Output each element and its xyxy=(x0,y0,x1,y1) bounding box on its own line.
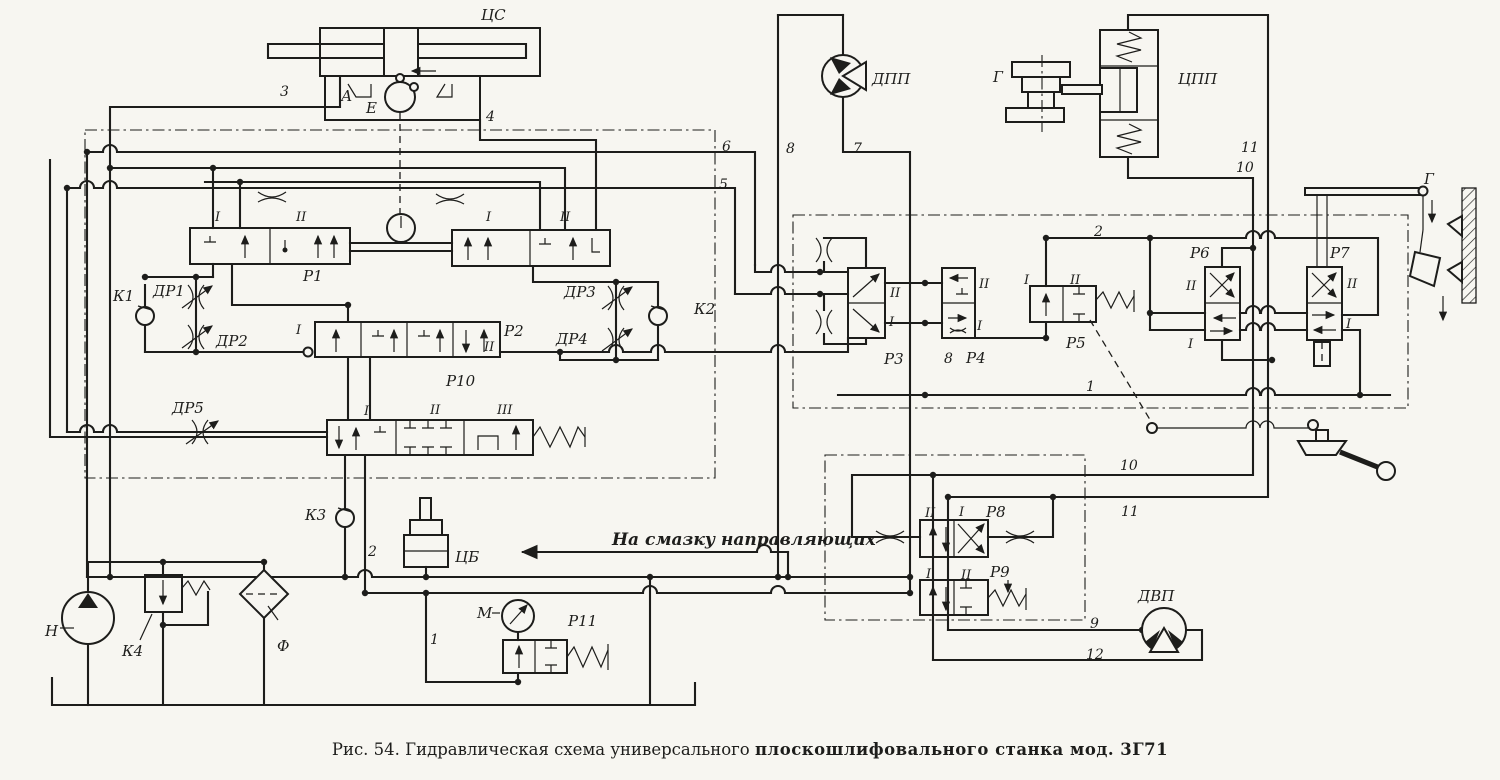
label-p8-pos2: II xyxy=(925,506,936,521)
label-8b: 8 xyxy=(944,351,953,367)
valve-p2-p10 xyxy=(304,322,501,357)
pressure-gauge-m xyxy=(492,600,534,632)
valve-p9 xyxy=(920,580,1026,615)
label-dr4: ДР4 xyxy=(556,330,588,348)
label-g-right: Г xyxy=(1424,170,1434,188)
label-p9-pos2: II xyxy=(961,568,972,583)
label-p1-pos2: II xyxy=(296,210,307,225)
label-p6: Р6 xyxy=(1190,244,1210,262)
valve-p8 xyxy=(876,520,1034,557)
label-p5-pos2: II xyxy=(1070,273,1081,288)
label-p4: Р4 xyxy=(966,349,986,367)
caption-model: плоскошлифовального станка мод. 3Г71 xyxy=(754,740,1169,759)
label-f: Ф xyxy=(277,637,290,655)
label-p3-pos1: I xyxy=(889,315,895,330)
check-valve-k3 xyxy=(336,508,354,527)
label-cpp: ЦПП xyxy=(1178,70,1218,88)
label-pilot-pos1: I xyxy=(486,210,492,225)
label-a: А xyxy=(341,87,353,105)
label-p2: Р2 xyxy=(504,322,524,340)
label-p8-pos1: I xyxy=(959,505,965,520)
label-p3: Р3 xyxy=(884,350,904,368)
label-e: Е xyxy=(366,99,377,117)
label-9: 9 xyxy=(1090,616,1099,632)
check-valve-k1 xyxy=(136,306,154,325)
ratchet-feed-mechanism xyxy=(1410,188,1476,320)
label-10-top: 10 xyxy=(1236,160,1254,176)
label-k4: К4 xyxy=(122,642,144,660)
label-5: 5 xyxy=(719,177,728,193)
label-p7-pos2: II xyxy=(1347,277,1358,292)
label-12: 12 xyxy=(1086,647,1104,663)
label-11: 11 xyxy=(1121,504,1139,520)
label-p3-pos2: II xyxy=(890,286,901,301)
label-p2-pos2: II xyxy=(484,340,495,355)
valve-p5 xyxy=(1030,286,1157,433)
pump-n xyxy=(60,592,114,644)
label-1b: 1 xyxy=(1086,379,1095,395)
valve-p3 xyxy=(816,238,885,344)
label-p1-pos1: I xyxy=(215,210,221,225)
label-cs: ЦС xyxy=(481,6,506,24)
label-p4-pos2: II xyxy=(979,277,990,292)
motor-dpp xyxy=(822,55,866,97)
main-control-valve xyxy=(327,420,585,455)
label-mv-pos3: III xyxy=(497,403,513,418)
label-4: 4 xyxy=(486,109,495,125)
label-p5-pos1: I xyxy=(1024,273,1030,288)
cylinder-cpp xyxy=(1062,30,1158,157)
valve-p6 xyxy=(1205,267,1240,340)
figure-caption xyxy=(0,740,1500,759)
label-10: 10 xyxy=(1120,458,1138,474)
label-dr5: ДР5 xyxy=(172,399,204,417)
table-cylinder-cs xyxy=(268,28,540,214)
label-p10: Р10 xyxy=(446,372,476,390)
label-p2-pos1: I xyxy=(296,323,302,338)
label-k3: К3 xyxy=(305,506,327,524)
valve-p11 xyxy=(503,640,608,673)
label-dr3: ДР3 xyxy=(564,283,596,301)
label-dpp: ДПП xyxy=(872,70,911,88)
label-2b: 2 xyxy=(1094,224,1103,240)
label-lube: На смазку направляющих xyxy=(612,530,876,550)
label-mv-pos1: I xyxy=(364,404,370,419)
caption-text: Рис. 54. Гидравлическая схема универсального xyxy=(331,740,750,759)
label-p7: Р7 xyxy=(1330,244,1350,262)
grinding-wheel-g xyxy=(1006,55,1070,132)
label-dvp: ДВП xyxy=(1138,587,1175,605)
label-k2: К2 xyxy=(694,300,716,318)
label-g-top: Г xyxy=(993,68,1003,86)
label-p6-pos2: II xyxy=(1186,279,1197,294)
lube-cylinder-cb xyxy=(404,498,448,567)
motor-dvp xyxy=(1142,608,1186,652)
label-pump-n: Н xyxy=(45,622,59,640)
label-k1: К1 xyxy=(113,287,135,305)
valve-p1-assembly xyxy=(190,192,610,266)
label-p9: Р9 xyxy=(990,563,1010,581)
label-p7-pos1: I xyxy=(1346,317,1352,332)
label-pilot-pos2: II xyxy=(560,210,571,225)
label-6: 6 xyxy=(722,139,731,155)
label-2: 2 xyxy=(368,544,377,560)
hand-lever xyxy=(1298,420,1395,480)
labels xyxy=(44,6,1435,663)
label-p6-pos1: I xyxy=(1188,337,1194,352)
label-mv-pos2: II xyxy=(430,403,441,418)
check-valve-k2 xyxy=(649,306,667,325)
label-11-top: 11 xyxy=(1241,140,1259,156)
relief-valve-k4 xyxy=(140,575,210,640)
label-p5: Р5 xyxy=(1066,334,1086,352)
label-3: 3 xyxy=(280,84,289,100)
label-p11: Р11 xyxy=(568,612,598,630)
label-cb: ЦБ xyxy=(455,548,480,566)
label-7: 7 xyxy=(853,141,862,157)
label-p8: Р8 xyxy=(986,503,1006,521)
label-dr2: ДР2 xyxy=(216,332,248,350)
label-p9-pos1: I xyxy=(926,567,932,582)
valve-p4 xyxy=(942,268,975,338)
label-1: 1 xyxy=(430,632,439,648)
label-m: М xyxy=(477,604,493,622)
label-8: 8 xyxy=(786,141,795,157)
label-p1: Р1 xyxy=(303,267,323,285)
label-dr1: ДР1 xyxy=(153,282,185,300)
label-p4-pos1: I xyxy=(977,319,983,334)
